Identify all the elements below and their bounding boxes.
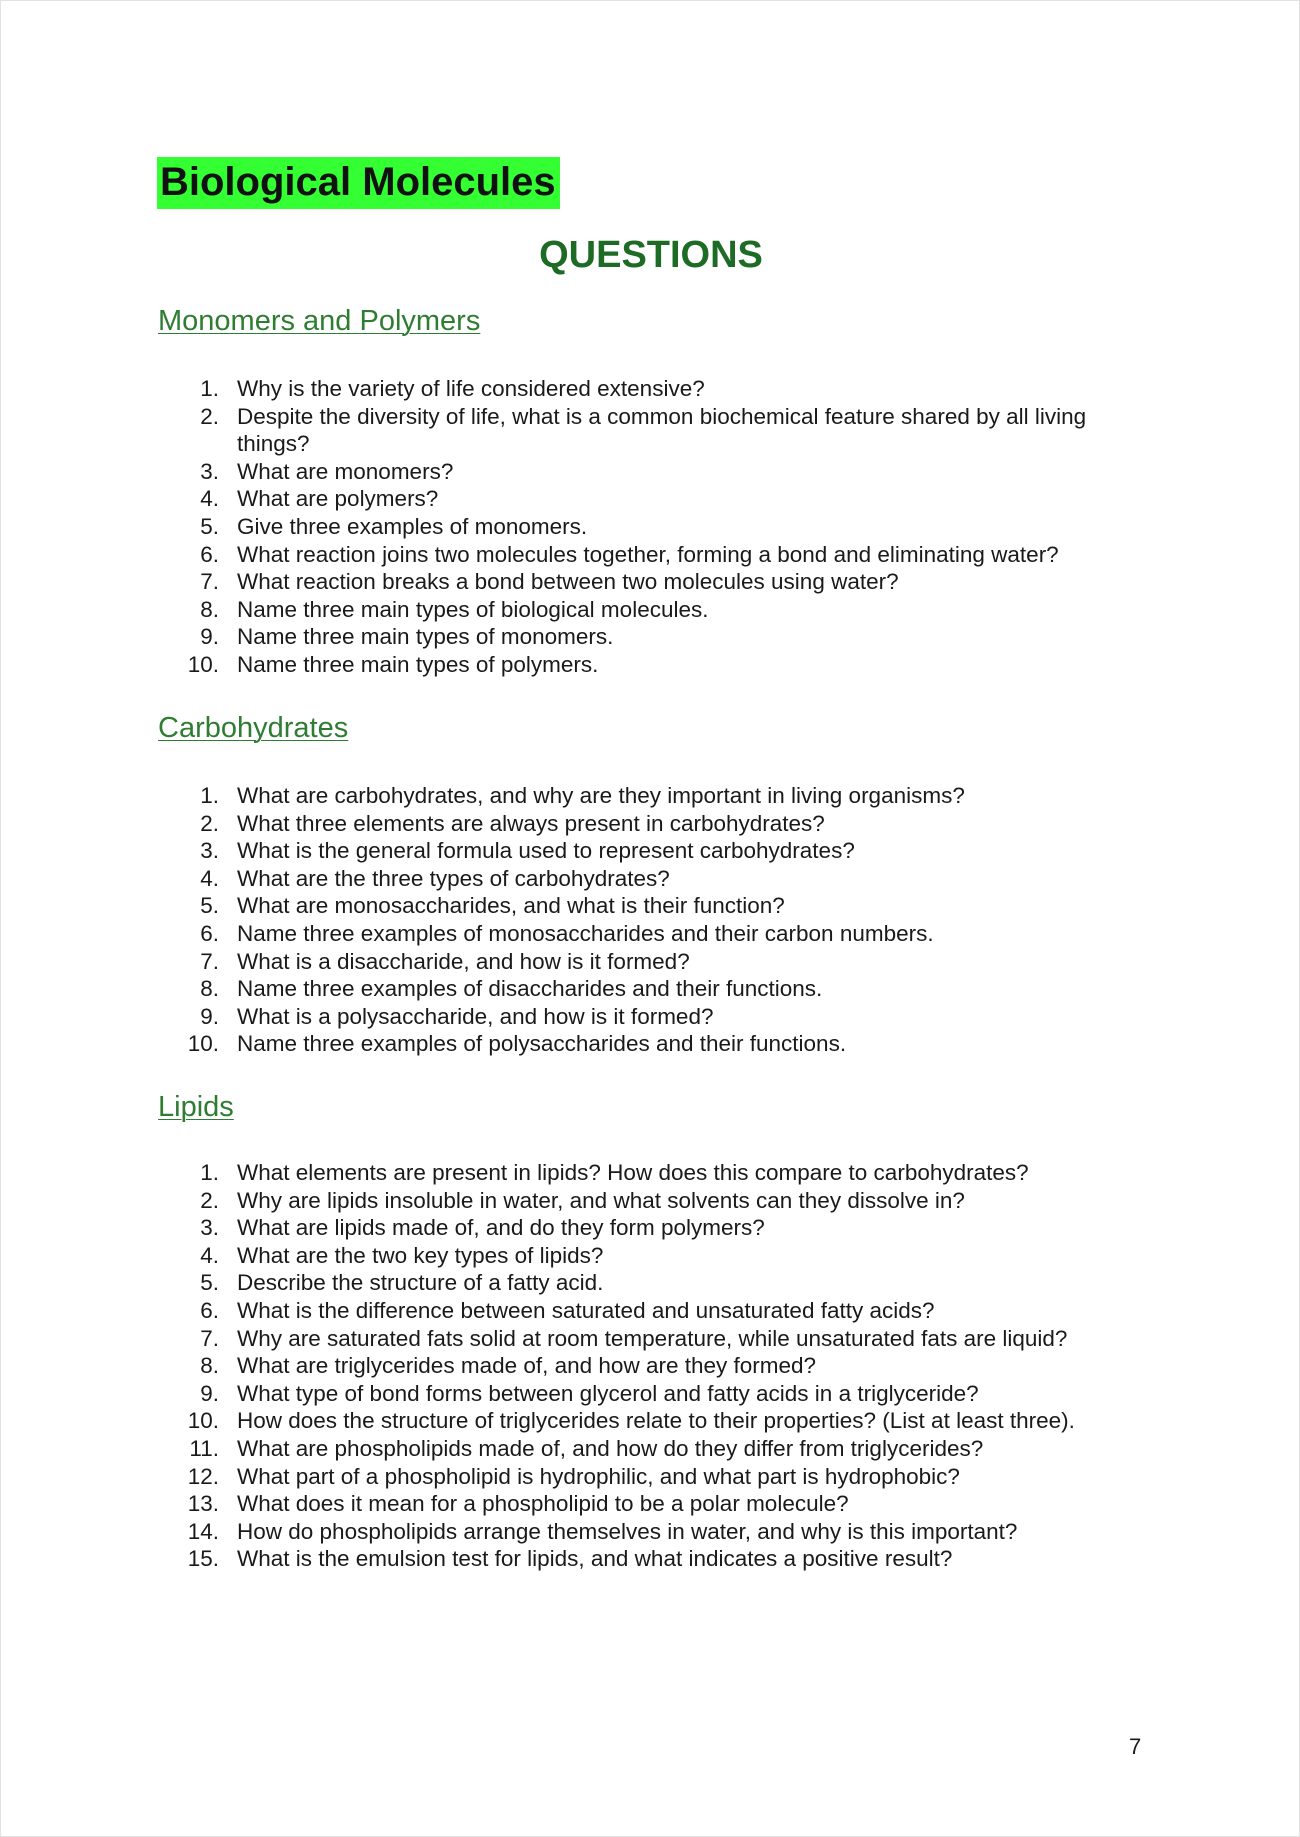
question-text: How does the structure of triglycerides relate to their properties? (List at least three).: [237, 1408, 1075, 1434]
question-number: 10.: [187, 651, 219, 677]
question-item: [1, 568, 1300, 596]
question-text: Give three examples of monomers.: [237, 513, 588, 539]
page-number: 7: [1129, 1734, 1142, 1759]
question-number: 4.: [200, 865, 219, 891]
question-text: What are monosaccharides, and what is their function?: [237, 893, 785, 919]
question-text: What are the three types of carbohydrates?: [237, 865, 670, 891]
question-item: [1, 1187, 1300, 1215]
question-number: 7.: [200, 569, 219, 595]
question-text: Why is the variety of life considered extensive?: [237, 376, 705, 401]
question-number: 1.: [200, 1160, 219, 1185]
section-heading-carbohydrates: Carbohydrates: [158, 712, 349, 744]
question-item: [1, 1159, 1300, 1187]
question-item: [1, 1490, 1300, 1518]
question-number: 1.: [200, 376, 219, 401]
question-text: Name three main types of polymers.: [237, 651, 599, 677]
question-text: What reaction joins two molecules together, forming a bond and eliminating water?: [237, 541, 1059, 567]
question-number: 6.: [200, 1297, 219, 1323]
question-item: [1, 403, 1300, 458]
question-text: What are the two key types of lipids?: [237, 1242, 604, 1268]
question-number: 12.: [187, 1463, 219, 1489]
question-text: What are triglycerides made of, and how are they formed?: [237, 1353, 817, 1379]
question-text: What are phospholipids made of, and how do they differ from triglycerides?: [237, 1435, 984, 1461]
question-item: [1, 375, 1300, 403]
question-text: What are polymers?: [237, 486, 439, 512]
section-heading-lipids: Lipids: [158, 1091, 234, 1123]
question-item: [1, 975, 1300, 1003]
question-item: [1, 782, 1300, 810]
question-text: What three elements are always present in carbohydrates?: [237, 810, 825, 836]
questions-heading: QUESTIONS: [539, 234, 763, 276]
question-item: [1, 596, 1300, 624]
question-text: What are monomers?: [237, 458, 454, 484]
question-text: Name three main types of monomers.: [237, 624, 614, 650]
question-number: 11.: [189, 1435, 219, 1461]
question-number: 14.: [187, 1518, 219, 1544]
question-item: [1, 948, 1300, 976]
question-list-lipids: [1, 1159, 1300, 1573]
question-item: [1, 485, 1300, 513]
question-text: What elements are present in lipids? How does this compare to carbohydrates?: [237, 1160, 1029, 1185]
question-number: 9.: [200, 1380, 219, 1406]
question-text: Name three examples of polysaccharides and their functions.: [237, 1031, 847, 1057]
question-text: What type of bond forms between glycerol and fatty acids in a triglyceride?: [237, 1380, 979, 1406]
question-item: [1, 1435, 1300, 1463]
question-item: [1, 1325, 1300, 1353]
question-text: What reaction breaks a bond between two molecules using water?: [237, 569, 899, 595]
question-text: What is a polysaccharide, and how is it formed?: [237, 1003, 714, 1029]
question-text: What is the general formula used to represent carbohydrates?: [237, 838, 855, 864]
question-item: [1, 1269, 1300, 1297]
question-item: [1, 1407, 1300, 1435]
question-item: [1, 1463, 1300, 1491]
question-number: 10.: [187, 1031, 219, 1057]
question-text: What is the difference between saturated and unsaturated fatty acids?: [237, 1297, 935, 1323]
question-text: What is the emulsion test for lipids, and what indicates a positive result?: [237, 1546, 953, 1572]
question-item: [1, 541, 1300, 569]
question-number: 1.: [200, 783, 219, 808]
question-number: 7.: [200, 1325, 219, 1351]
question-item: [1, 1242, 1300, 1270]
question-text: What part of a phospholipid is hydrophilic, and what part is hydrophobic?: [237, 1463, 960, 1489]
question-number: 4.: [200, 486, 219, 512]
question-number: 2.: [200, 1187, 219, 1213]
question-item: [1, 1297, 1300, 1325]
question-item: [1, 1545, 1300, 1573]
question-number: 2.: [200, 810, 219, 836]
question-item: [1, 892, 1300, 920]
question-number: 3.: [200, 1215, 219, 1241]
question-text: How do phospholipids arrange themselves in water, and why is this important?: [237, 1518, 1018, 1544]
question-item: [1, 1003, 1300, 1031]
question-text: Name three main types of biological molecules.: [237, 596, 709, 622]
question-number: 8.: [200, 1353, 219, 1379]
question-item: [1, 458, 1300, 486]
question-text: Name three examples of monosaccharides and their carbon numbers.: [237, 920, 934, 946]
question-item: [1, 1380, 1300, 1408]
question-item: [1, 1030, 1300, 1058]
question-text: Despite the diversity of life, what is a common biochemical feature shared by all living things?: [237, 403, 1087, 457]
question-item: [1, 513, 1300, 541]
question-text: Why are saturated fats solid at room temperature, while unsaturated fats are liquid?: [237, 1325, 1068, 1351]
question-item: [1, 920, 1300, 948]
question-item: [1, 651, 1300, 679]
question-text: What is a disaccharide, and how is it formed?: [237, 948, 690, 974]
question-number: 2.: [200, 403, 219, 429]
question-number: 3.: [200, 458, 219, 484]
question-text: What does it mean for a phospholipid to be a polar molecule?: [237, 1491, 849, 1517]
question-text: What are lipids made of, and do they form polymers?: [237, 1215, 765, 1241]
question-text: Name three examples of disaccharides and their functions.: [237, 976, 823, 1002]
question-list-monomers-polymers: [1, 375, 1300, 679]
question-item: [1, 865, 1300, 893]
document-title: Biological Molecules: [157, 157, 560, 209]
question-number: 15.: [187, 1546, 219, 1572]
section-heading-monomers-polymers: Monomers and Polymers: [158, 305, 481, 337]
question-item: [1, 1214, 1300, 1242]
question-item: [1, 810, 1300, 838]
question-number: 6.: [200, 920, 219, 946]
question-text: What are carbohydrates, and why are they important in living organisms?: [237, 783, 965, 808]
question-item: [1, 837, 1300, 865]
question-number: 9.: [200, 1003, 219, 1029]
question-number: 7.: [200, 948, 219, 974]
question-item: [1, 1518, 1300, 1546]
question-text: Why are lipids insoluble in water, and what solvents can they dissolve in?: [237, 1187, 965, 1213]
question-number: 8.: [200, 596, 219, 622]
question-number: 3.: [200, 838, 219, 864]
question-item: [1, 1352, 1300, 1380]
question-text: Describe the structure of a fatty acid.: [237, 1270, 604, 1296]
question-number: 13.: [187, 1491, 219, 1517]
question-number: 5.: [200, 513, 219, 539]
question-number: 5.: [200, 893, 219, 919]
question-number: 9.: [200, 624, 219, 650]
question-number: 6.: [200, 541, 219, 567]
question-number: 4.: [200, 1242, 219, 1268]
question-number: 8.: [200, 976, 219, 1002]
question-list-carbohydrates: [1, 782, 1300, 1058]
question-number: 5.: [200, 1270, 219, 1296]
question-item: [1, 623, 1300, 651]
question-number: 10.: [187, 1408, 219, 1434]
